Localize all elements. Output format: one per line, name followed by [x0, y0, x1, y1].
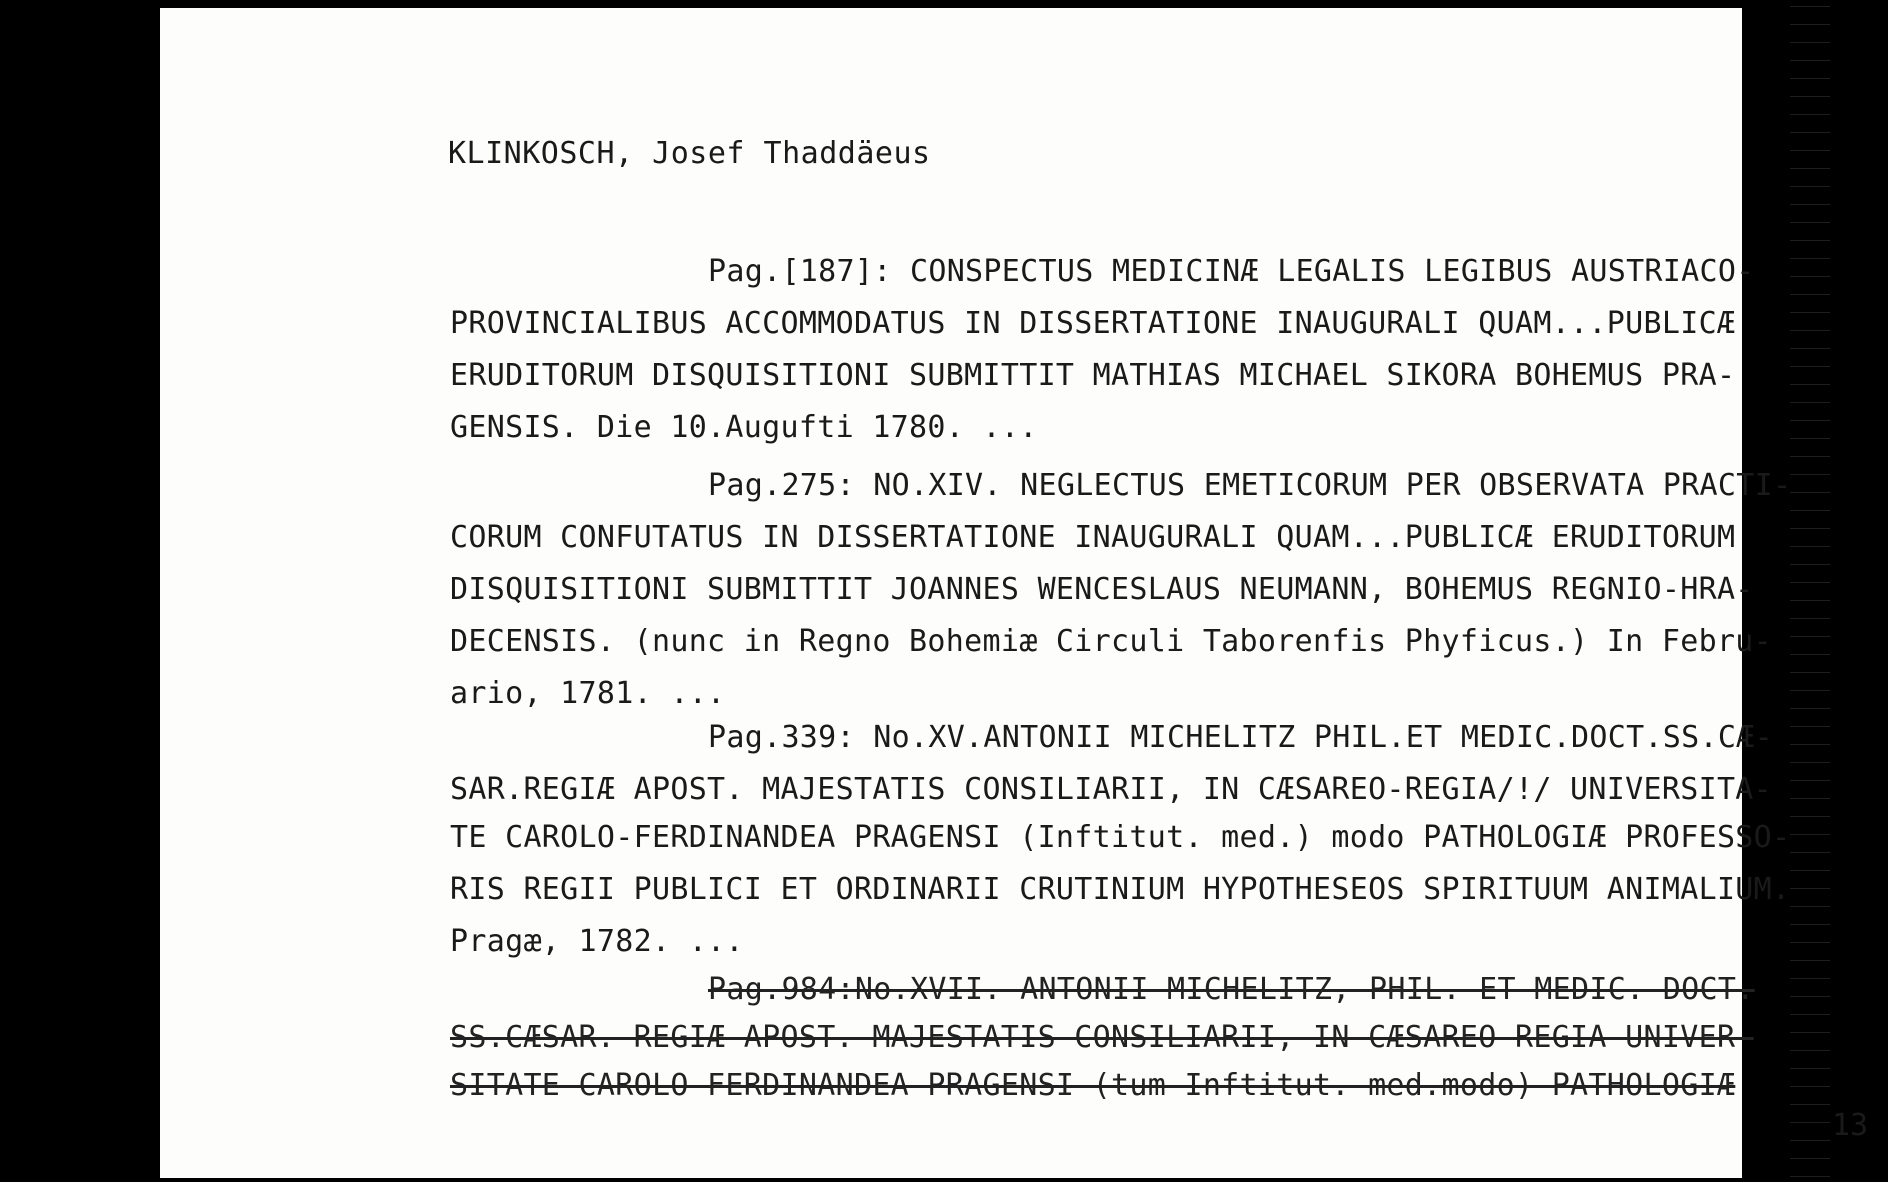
page-number: 13	[1832, 1108, 1869, 1143]
entry-3-line-1: Pag.339: No.XV.ANTONII MICHELITZ PHIL.ET MEDIC.DOCT.SS.CÆ-	[708, 720, 1773, 755]
entry-2-line-3: DISQUISITIONI SUBMITTIT JOANNES WENCESLAUS NEUMANN, BOHEMUS REGNIO-HRA-	[450, 572, 1754, 607]
entry-4-line-1: Pag.984:No.XVII. ANTONII MICHELITZ, PHIL. ET MEDIC. DOCT.	[708, 972, 1755, 1007]
entry-2-line-1: Pag.275: NO.XIV. NEGLECTUS EMETICORUM PER OBSERVATA PRACTI-	[708, 468, 1792, 503]
entry-1-line-3: ERUDITORUM DISQUISITIONI SUBMITTIT MATHIAS MICHAEL SIKORA BOHEMUS PRA-	[450, 358, 1736, 393]
entry-4-line-2: SS.CÆSAR. REGIÆ APOST. MAJESTATIS CONSILIARII, IN CÆSAREO-REGIA UNIVER-	[450, 1020, 1754, 1055]
entry-3-line-3: TE CAROLO-FERDINANDEA PRAGENSI (Inftitut. med.) modo PATHOLOGIÆ PROFESSO-	[450, 820, 1791, 855]
scan-edge-artifact	[1790, 0, 1830, 1182]
card-heading: KLINKOSCH, Josef Thaddäeus	[448, 136, 931, 171]
entry-2-line-5: ario, 1781. ...	[450, 676, 726, 711]
entry-3-line-5: Pragæ, 1782. ...	[450, 924, 744, 959]
entry-2-line-2: CORUM CONFUTATUS IN DISSERTATIONE INAUGURALI QUAM...PUBLICÆ ERUDITORUM	[450, 520, 1736, 555]
entry-3-line-4: RIS REGII PUBLICI ET ORDINARII CRUTINIUM HYPOTHESEOS SPIRITUUM ANIMALIUM.	[450, 872, 1791, 907]
index-card	[160, 8, 1869, 1178]
entry-2-line-4: DECENSIS. (nunc in Regno Bohemiæ Circuli Taborenfis Phyficus.) In Febru-	[450, 624, 1773, 659]
entry-1-line-2: PROVINCIALIBUS ACCOMMODATUS IN DISSERTATIONE INAUGURALI QUAM...PUBLICÆ	[450, 306, 1736, 341]
entry-1-line-1: Pag.[187]: CONSPECTUS MEDICINÆ LEGALIS LEGIBUS AUSTRIACO-	[708, 254, 1755, 289]
entry-3-line-2: SAR.REGIÆ APOST. MAJESTATIS CONSILIARII, IN CÆSAREO-REGIA/!/ UNIVERSITA-	[450, 772, 1773, 807]
entry-1-line-4: GENSIS. Die 10.Augufti 1780. ...	[450, 410, 1038, 445]
entry-4-line-3: SITATE CAROLO-FERDINANDEA PRAGENSI (tum Inftitut. med.modo) PATHOLOGIÆ	[450, 1068, 1736, 1103]
